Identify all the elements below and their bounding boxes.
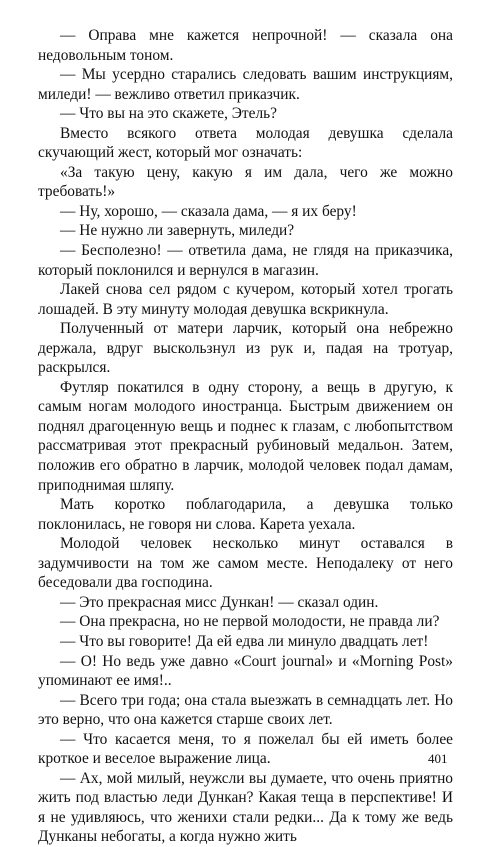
paragraph: — Ах, мой милый, неужсли вы думаете, что очень приятно жить под властью леди Дункан? Какая теща в перспективе! И я не удивляюсь, что женихи стали редки... Да к тому же ведь Дунканы небогаты, а когда нужно жить — [38, 769, 453, 846]
page-body-text — [38, 26, 453, 847]
paragraph: — Что касается меня, то я пожелал бы ей иметь более кроткое и веселое выражение лица. — [38, 730, 453, 768]
page-number: 401 — [428, 751, 448, 766]
paragraph: — Ну, хорошо, — сказала дама, — я их беру! — [60, 202, 357, 220]
paragraph: — Что вы на это скажете, Этель? — [60, 105, 278, 123]
paragraph: Футляр покатился в одну сторону, а вещь в другую, к самым ногам молодого иностранца. Быстрым движением он поднял драгоценную вещь и поднес к глазам, с любопытством рассматривая этот прекрасный рубиновый медальон. Затем, положив его обратно в ларчик, молодой человек подал дамам, приподнимая шляпу. — [38, 378, 453, 494]
paragraph: — Это прекрасная мисс Дункан! — сказал один. — [60, 593, 379, 611]
paragraph: Лакей снова сел рядом с кучером, который хотел трогать лошадей. В эту минуту молодая девушка вскрикнула. — [38, 281, 453, 318]
paragraph: — Она прекрасна, но не первой молодости, не правда ли? — [60, 613, 440, 631]
paragraph: Молодой человек несколько минут оставался в задумчивости на том же самом месте. Неподалеку от него беседовали два господина. — [38, 535, 453, 592]
paragraph: — Бесполезно! — ответила дама, не глядя на приказчика, который поклонился и вернулся в магазин. — [38, 242, 453, 279]
paragraph: Мать коротко поблагодарила, а девушка только поклонилась, не говоря ни слова. Карета уехала. — [38, 496, 453, 533]
paragraph: «За такую цену, какую я им дала, чего же можно требовать!» — [38, 163, 453, 201]
paragraph: Вместо всякого ответа молодая девушка сделала скучающий жест, который мог означать: — [38, 124, 453, 162]
paragraph: — Всего три года; она стала выезжать в семнадцать лет. Но это верно, что она кажется старше своих лет. — [38, 691, 453, 729]
paragraph: — Оправа мне кажется непрочной! — сказала она недовольным тоном. — [38, 27, 453, 64]
paragraph: — Что вы говорите! Да ей едва ли минуло двадцать лет! — [60, 632, 429, 650]
paragraph: — Мы усердно старались следовать вашим инструкциям, миледи! — вежливо ответил приказчик. — [38, 66, 453, 103]
paragraph: Полученный от матери ларчик, который она небрежно держала, вдруг выскользнул из рук и, падая на тротуар, раскрылся. — [38, 320, 453, 377]
paragraph: — Не нужно ли завернуть, миледи? — [60, 222, 295, 240]
paragraph: — О! Но ведь уже давно «Court journal» и «Morning Post» упоминают ее имя!.. — [38, 652, 453, 690]
